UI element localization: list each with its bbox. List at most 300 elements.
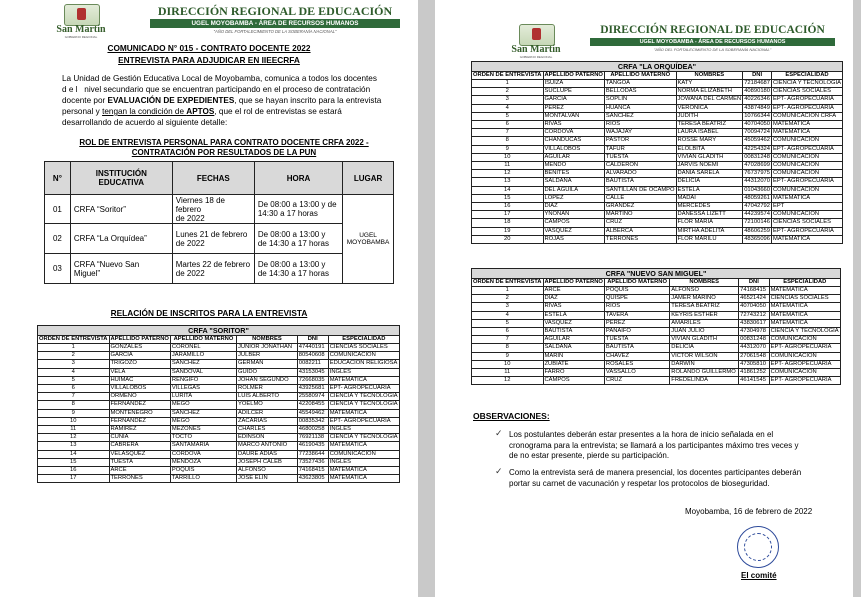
hora-line: De 08:00 a 13:00 y xyxy=(257,259,326,269)
ie-line: Miguel” xyxy=(73,268,101,278)
table-cell: MEZONES xyxy=(170,426,236,434)
table-cell: 4 xyxy=(472,104,544,112)
table-row xyxy=(472,104,843,112)
table-cell: TARRILLO xyxy=(170,475,236,483)
table-cell: 19 xyxy=(472,227,544,235)
table-cell: PEREZ xyxy=(543,104,604,112)
column-header: ORDEN DE ENTREVISTA xyxy=(473,72,542,78)
table-cell: LAURA ISABEL xyxy=(676,129,743,137)
table-cell: SANTILLAN DE OCAMPO xyxy=(605,186,675,193)
table-cell: 47028699 xyxy=(744,162,770,169)
table-cell: COMUNICACIÓN xyxy=(328,352,399,360)
table-cell: ORMEÑO xyxy=(109,393,170,401)
schedule-row xyxy=(45,224,394,254)
header-motto: "AÑO DEL FORTALECIMIENTO DE LA SOBERANÍA NACIONAL" xyxy=(653,47,772,52)
table-cell: COMUNICACIÓN xyxy=(772,186,843,194)
table-cell: MEGO xyxy=(170,417,236,425)
ie-line: CRFA “Nuevo San xyxy=(73,259,140,269)
table-cell: JOSE ELIN xyxy=(237,475,298,483)
table-cell: CORDOVA xyxy=(543,129,604,137)
table-cell: CIENCIA Y TECNOLOGÍA xyxy=(329,434,398,441)
table-cell: DELICIA xyxy=(676,178,743,186)
table-cell: SANCHEZ xyxy=(604,112,676,120)
table-cell: MENDOZA xyxy=(170,458,236,466)
table-cell: SALDAÑA xyxy=(543,344,604,352)
table-cell: EPT- AGROPECUARIA xyxy=(772,96,843,104)
table-cell: TRIGOZO xyxy=(109,360,170,368)
table-cell: 40226346 xyxy=(744,96,770,103)
table-cell: MATEMATICA xyxy=(328,467,399,475)
table-row xyxy=(472,170,843,178)
para-line: desarrollando de acuerdo al siguiente detalle: xyxy=(62,118,228,127)
table-cell: 44312070 xyxy=(739,344,769,352)
para-text: docente por xyxy=(62,96,108,105)
table-cell: ARCE xyxy=(543,287,604,295)
table-row xyxy=(38,376,400,384)
table-cell: SANCHEZ xyxy=(170,409,236,417)
table-cell: JAMER MARINO xyxy=(670,295,739,303)
table-cell: COMUNICACIÓN xyxy=(769,352,840,360)
table-cell: 47305810 xyxy=(739,360,769,368)
table-cell: MEGO xyxy=(170,401,236,409)
table-row xyxy=(472,319,841,327)
table-cell: 72100146 xyxy=(744,219,770,226)
table-cell: 4 xyxy=(38,368,110,376)
table-cell: TUESTA xyxy=(109,458,170,466)
table-cell: 48606259 xyxy=(744,227,770,234)
table-cell: BAUTISTA xyxy=(543,328,604,336)
table-cell: 41861252 xyxy=(739,369,769,377)
header-strip: UGEL MOYOBAMBA - ÁREA DE RECURSOS HUMANOS xyxy=(150,19,400,28)
table-cell: ROLANDO GUILLERMO xyxy=(670,369,739,377)
table-cell: INGLES xyxy=(328,426,399,434)
comunicado-subtitle: ENTREVISTA PARA ADJUDICAR EN IIEECRFA xyxy=(118,55,300,65)
column-header: NOMBRES xyxy=(237,336,298,344)
table-cell: MATEMATICA xyxy=(772,129,843,137)
table-cell: SALDAÑA xyxy=(543,178,604,186)
schedule-header: LUGAR xyxy=(343,162,394,195)
table-cell: CHAVEZ xyxy=(604,352,669,360)
table-cell: 47304978 xyxy=(739,328,769,336)
table-cell: MIRTHA ADELITA xyxy=(676,227,743,235)
table-row xyxy=(472,112,843,120)
table-cell: TAVERA xyxy=(604,311,669,319)
table-cell: GERMAN xyxy=(237,360,298,368)
table-cell: CHARLES xyxy=(237,426,298,434)
schedule-ie: CRFA “La Orquídea” xyxy=(70,224,172,254)
table-cell: SUCLUPE xyxy=(543,88,604,96)
schedule-n: 03 xyxy=(45,254,71,284)
table-cell: JUNIOR JONATHAN xyxy=(237,344,298,352)
table-cell: 20 xyxy=(472,235,544,243)
table-caption: CRFA "SORITOR" xyxy=(38,326,400,336)
table-row xyxy=(472,377,841,385)
obs-line: Como la entrevista será de manera presencial, los docentes participantes deberán xyxy=(509,468,802,477)
table-cell: 10 xyxy=(472,360,544,368)
table-cell: 10 xyxy=(472,153,544,161)
table-row xyxy=(472,311,841,319)
table-cell: 2 xyxy=(38,352,110,360)
para-text: , que el rol de entrevistas se estará xyxy=(214,107,342,116)
column-header: ESPECIALIDAD xyxy=(328,336,399,344)
table-cell: RIVAS xyxy=(543,121,604,129)
table-cell: VELA xyxy=(109,368,170,376)
rol-title-line2: CONTRATACIÓN POR RESULTADOS DE LA PUN xyxy=(131,148,317,157)
table-cell: MONTENEGRO xyxy=(109,409,170,417)
table-cell: DAURE ADIAS xyxy=(237,450,298,458)
table-row xyxy=(472,360,841,368)
table-cell: MATEMATICA xyxy=(328,409,399,417)
table-cell: SANDOVAL xyxy=(170,368,236,376)
crest-icon xyxy=(519,24,555,46)
table-cell: AGUILAR xyxy=(543,153,604,161)
logo-name: San Martín xyxy=(511,44,561,55)
obs-line: portar su carnet de vacunación y respetar los protocolos de bioseguridad. xyxy=(509,478,770,488)
hora-line: 14:30 a 17 horas xyxy=(257,209,318,218)
schedule-header: FECHAS xyxy=(172,162,254,195)
table-cell: YNONAN xyxy=(543,211,604,219)
table-cell: JUDITH xyxy=(676,112,743,120)
table-cell: 48365096 xyxy=(744,235,770,242)
table-cell: MONTALVAN xyxy=(543,112,604,120)
table-cell: SANTAMARIA xyxy=(170,442,236,450)
column-header: NOMBRES xyxy=(676,72,743,80)
table-cell: EPT- AGROPECUARIA xyxy=(328,385,399,393)
schedule-n: 01 xyxy=(45,195,71,224)
table-cell: ROJAS xyxy=(543,235,604,243)
table-cell: 5 xyxy=(38,376,110,384)
table-cell: 12 xyxy=(472,377,544,385)
table-row xyxy=(38,344,400,352)
table-cell: ADILCER xyxy=(237,409,298,417)
schedule-ie xyxy=(70,254,172,284)
table-cell: 9 xyxy=(472,145,544,153)
table-cell: NORMA ELIZABETH xyxy=(676,88,743,96)
table-cell: 1 xyxy=(38,344,110,352)
table-cell: CHANDUCAS xyxy=(543,137,604,145)
table-cell: JUAN JULIO xyxy=(670,328,739,336)
table-cell: GUIDO xyxy=(237,368,298,376)
table-cell: 43623805 xyxy=(297,475,328,483)
table-cell: CABRERA xyxy=(109,442,170,450)
table-cell: ELOLBITA xyxy=(676,145,743,153)
document-page-2 xyxy=(435,0,853,597)
table-cell: CIENCIA Y TECNOLOGÍA xyxy=(329,401,398,408)
table-cell: 3 xyxy=(472,303,544,311)
table-cell: MATEMATICA xyxy=(328,376,399,384)
table-cell: COMUNICACIÓN xyxy=(772,137,843,145)
document-date: Moyobamba, 16 de febrero de 2022 xyxy=(685,507,813,516)
table-cell: 8 xyxy=(38,401,110,409)
table-cell: EPT xyxy=(772,203,843,211)
table-cell: TANGOA xyxy=(604,80,676,88)
table-cell: PANAIFO xyxy=(604,328,669,336)
table-row xyxy=(472,88,843,96)
table-cell: 43874849 xyxy=(744,104,770,111)
table-cell: CORONEL xyxy=(170,344,236,352)
table-cell: TUESTA xyxy=(604,153,676,161)
observaciones-title: OBSERVACIONES: xyxy=(473,411,550,421)
para-underlined: tengan la condición de xyxy=(102,107,187,116)
table-cell: COMUNICACIÓN xyxy=(328,450,399,458)
table-cell: CIENCIA Y TECNOLOGÍA xyxy=(329,393,398,400)
table-cell: EPT- AGROPECUARIA xyxy=(772,104,843,112)
table-cell: CALDERON xyxy=(604,162,676,170)
table-cell: 45549462 xyxy=(297,409,328,417)
table-cell: TERESA BEATRIZ xyxy=(676,121,743,129)
table-cell: VASQUEZ xyxy=(543,319,604,327)
table-row xyxy=(38,475,400,483)
table-cell: MATEMATICA xyxy=(328,475,399,483)
table-cell: 00831248 xyxy=(744,153,770,160)
hora-line: De 08:00 a 13:00 y de xyxy=(257,200,337,209)
table-cell: VIVIAN GLADITH xyxy=(676,153,743,161)
table-cell: JOHAN SEGUNDO xyxy=(237,376,298,384)
schedule-hora xyxy=(254,254,342,284)
para-line xyxy=(62,95,392,106)
column-header: ORDEN DE ENTREVISTA xyxy=(473,279,542,285)
table-cell: VILLALOBOS xyxy=(543,145,604,153)
table-cell: 8 xyxy=(472,137,544,145)
table-row xyxy=(472,194,843,202)
para-text: personal y xyxy=(62,107,103,116)
table-cell: GRANDEZ xyxy=(604,203,676,211)
obs-line: cronograma para la entrevista; se llamará a los participantes máximo tres veces y xyxy=(509,440,799,450)
table-cell: VASSALLO xyxy=(604,369,669,377)
table-row xyxy=(472,137,843,145)
column-header: APELLIDO PATERNO xyxy=(544,279,603,285)
table-cell: CIENCIAS SOCIALES xyxy=(328,344,399,352)
para-line: d e l nivel secundario que se encuentran participando en el proceso de contratación xyxy=(62,85,371,94)
table-cell: 2 xyxy=(472,88,544,96)
column-header: APELLIDO MATERNO xyxy=(604,279,669,287)
table-row xyxy=(472,303,841,311)
table-cell: VERONICA xyxy=(676,104,743,112)
table-row xyxy=(38,368,400,376)
table-cell: EDINSON xyxy=(237,434,298,442)
table-cell: LOPEZ xyxy=(543,194,604,202)
fecha-line: Lunes 21 de febrero xyxy=(175,229,248,239)
table-cell: DARWIN xyxy=(670,360,739,368)
table-cell: 6 xyxy=(472,328,544,336)
table-row xyxy=(472,186,843,194)
table-cell: 72743212 xyxy=(739,311,769,319)
table-cell: ALFONSO xyxy=(670,287,739,295)
table-cell: RIOS xyxy=(604,121,676,129)
schedule-row xyxy=(45,254,394,284)
table-cell: 18 xyxy=(472,219,544,227)
table-cell: 8 xyxy=(472,344,544,352)
table-cell: 47440191 xyxy=(297,344,328,352)
table-cell: VELASQUEZ xyxy=(109,450,170,458)
table-cell: 6 xyxy=(472,121,544,129)
table-cell: ALFONSO xyxy=(237,467,298,475)
fecha-line: Martes 22 de febrero xyxy=(175,259,251,269)
table-cell: 14 xyxy=(472,186,544,194)
check-icon: ✓ xyxy=(495,428,503,438)
logo-subtitle: GOBIERNO REGIONAL xyxy=(519,55,553,59)
table-cell: EPT- AGROPECUARIA xyxy=(769,344,840,352)
table-cell: VASQUEZ xyxy=(543,227,604,235)
page-header xyxy=(495,24,835,58)
table-cell: JARAMILLO xyxy=(170,352,236,360)
table-row xyxy=(38,401,400,409)
observacion-1 xyxy=(509,430,833,462)
table-cell: ZACARIAS xyxy=(237,417,298,425)
table-row xyxy=(472,96,843,104)
table-row xyxy=(472,352,841,360)
column-header: DNI xyxy=(739,279,769,287)
table-cell: 5 xyxy=(472,112,544,120)
table-cell: INGLES xyxy=(328,458,399,466)
table-cell: 25580974 xyxy=(297,393,328,401)
table-cell: COMUNICACIÓN xyxy=(772,153,843,161)
table-cell: 73527436 xyxy=(297,458,328,466)
table-cell: ARCE xyxy=(109,467,170,475)
table-cell: DELICIA xyxy=(670,344,739,352)
table-cell: 45059462 xyxy=(744,137,770,144)
table-cell: DANIA SARELA xyxy=(676,170,743,178)
table-row xyxy=(472,344,841,352)
table-row xyxy=(472,145,843,153)
table-cell: 7 xyxy=(472,336,544,344)
column-header: APELLIDO PATERNO xyxy=(544,72,603,78)
table-caption: CRFA "NUEVO SAN MIGUEL" xyxy=(472,269,841,279)
table-cell: 42208455 xyxy=(297,401,328,409)
table-cell: 10766344 xyxy=(744,112,770,119)
soritor-table xyxy=(37,325,400,483)
table-cell: FERNANDEZ xyxy=(109,401,170,409)
table-cell: 10 xyxy=(38,417,110,425)
table-cell: YOELMO xyxy=(237,401,298,409)
table-cell: 6 xyxy=(38,385,110,393)
table-cell: MADAI xyxy=(676,194,743,202)
table-cell: CALLE xyxy=(604,194,676,202)
para-bold: EVALUACIÓN DE EXPEDIENTES xyxy=(107,96,235,105)
table-cell: 00831248 xyxy=(739,336,769,344)
schedule-n: 02 xyxy=(45,224,71,254)
table-cell: CIENCIAS SOCIALES xyxy=(772,219,843,227)
table-cell: ROSSE MARY xyxy=(676,137,743,145)
table-row xyxy=(38,352,400,360)
table-cell: RENGIFO xyxy=(170,376,236,384)
table-cell: CORDOVA xyxy=(170,450,236,458)
table-cell: 12 xyxy=(472,170,544,178)
table-cell: CIENCIA Y TECNOLOGÍA xyxy=(770,328,839,335)
table-cell: 42254324 xyxy=(744,145,770,152)
table-cell: 2 xyxy=(472,295,544,303)
table-cell: VICTOR WILSON xyxy=(670,352,739,360)
table-cell: MERCEDES xyxy=(676,203,743,211)
check-icon: ✓ xyxy=(495,466,503,476)
table-cell: CAMPOS xyxy=(543,377,604,385)
table-cell: SOPLIN xyxy=(604,96,676,104)
table-cell: JULBER xyxy=(237,352,298,360)
table-row xyxy=(38,409,400,417)
table-cell: TUESTA xyxy=(604,336,669,344)
schedule-header: INSTITUCIÓN EDUCATIVA xyxy=(70,162,172,195)
table-cell: EPT- AGROPECUARIA xyxy=(772,227,843,235)
lugar-line: UGEL xyxy=(359,232,377,239)
table-cell: MATEMATICA xyxy=(772,121,843,129)
table-cell: CIENCIA Y TECNOLOGÍA xyxy=(773,80,841,86)
table-row xyxy=(472,295,841,303)
orquidea-table xyxy=(471,61,843,244)
table-cell: QUISPE xyxy=(604,295,669,303)
table-cell: PEREZ xyxy=(604,319,669,327)
table-cell: 7 xyxy=(472,129,544,137)
table-cell: ROLMER xyxy=(237,385,298,393)
column-header: DNI xyxy=(297,336,328,344)
table-cell: EDUCACION RELIGIOSA xyxy=(328,360,399,368)
table-row xyxy=(472,153,843,161)
table-row xyxy=(472,336,841,344)
table-row xyxy=(472,178,843,186)
table-cell: INGLES xyxy=(328,368,399,376)
table-cell: FLOR MARIA xyxy=(676,219,743,227)
table-cell: 46800258 xyxy=(297,426,328,434)
table-cell: MARTINO xyxy=(604,211,676,219)
table-cell: ESTELA xyxy=(676,186,743,194)
header-motto: "AÑO DEL FORTALECIMIENTO DE LA SOBERANÍA NACIONAL" xyxy=(213,29,337,34)
table-cell: VILLALOBOS xyxy=(109,385,170,393)
table-cell: 4 xyxy=(472,311,544,319)
table-caption: CRFA "LA ORQUÍDEA" xyxy=(472,62,843,72)
column-header: NOMBRES xyxy=(670,279,739,287)
column-header: DNI xyxy=(743,72,772,80)
table-cell: MENDO xyxy=(543,162,604,170)
relacion-title: RELACIÓN DE INSCRITOS PARA LA ENTREVISTA xyxy=(110,308,308,318)
table-cell: AMARILES xyxy=(670,319,739,327)
table-cell: CIENCIAS SOCIALES xyxy=(769,295,840,303)
table-cell: GONZALES xyxy=(109,344,170,352)
table-cell: TERESA BEATRIZ xyxy=(670,303,739,311)
table-cell: CUNIA xyxy=(109,434,170,442)
obs-line: de no estar presente, pierde su participación. xyxy=(509,451,670,460)
schedule-fecha xyxy=(172,195,254,224)
table-cell: EPT- AGROPECUARIA xyxy=(772,145,843,153)
table-row xyxy=(472,211,843,219)
table-cell: DANESSA LIZETT xyxy=(676,211,743,219)
table-cell: COMUNICACIÓN xyxy=(769,336,840,344)
table-row xyxy=(38,434,400,442)
table-row xyxy=(38,450,400,458)
table-cell: JOWANA DEL CARMEN xyxy=(677,96,742,103)
table-cell: COMUNICACIÓN xyxy=(772,162,843,170)
table-cell: POQUIS xyxy=(604,287,669,295)
table-row xyxy=(472,369,841,377)
table-cell: CRUZ xyxy=(604,377,669,385)
table-cell: ISUIZA xyxy=(543,80,604,88)
table-row xyxy=(472,121,843,129)
table-cell: ALVARADO xyxy=(604,170,676,178)
table-cell: KEYRIS ESTHER xyxy=(670,311,739,319)
table-cell: 77238644 xyxy=(297,450,328,458)
table-cell: COMUNICACIÓN CRFA xyxy=(772,112,843,120)
table-cell: MARCO ANTONIO xyxy=(237,442,298,450)
hora-line: de 14:30 a 17 horas xyxy=(257,268,329,278)
table-cell: 5 xyxy=(472,319,544,327)
table-cell: DIAZ xyxy=(543,295,604,303)
committee-seal xyxy=(737,526,779,568)
san-martin-logo xyxy=(495,24,577,58)
header-band xyxy=(150,4,400,38)
table-cell: RIVAS xyxy=(543,303,604,311)
schedule-header: N° xyxy=(45,162,71,195)
table-cell: SANCHEZ xyxy=(170,360,236,368)
schedule-fecha xyxy=(172,224,254,254)
table-cell: 1 xyxy=(472,80,544,88)
